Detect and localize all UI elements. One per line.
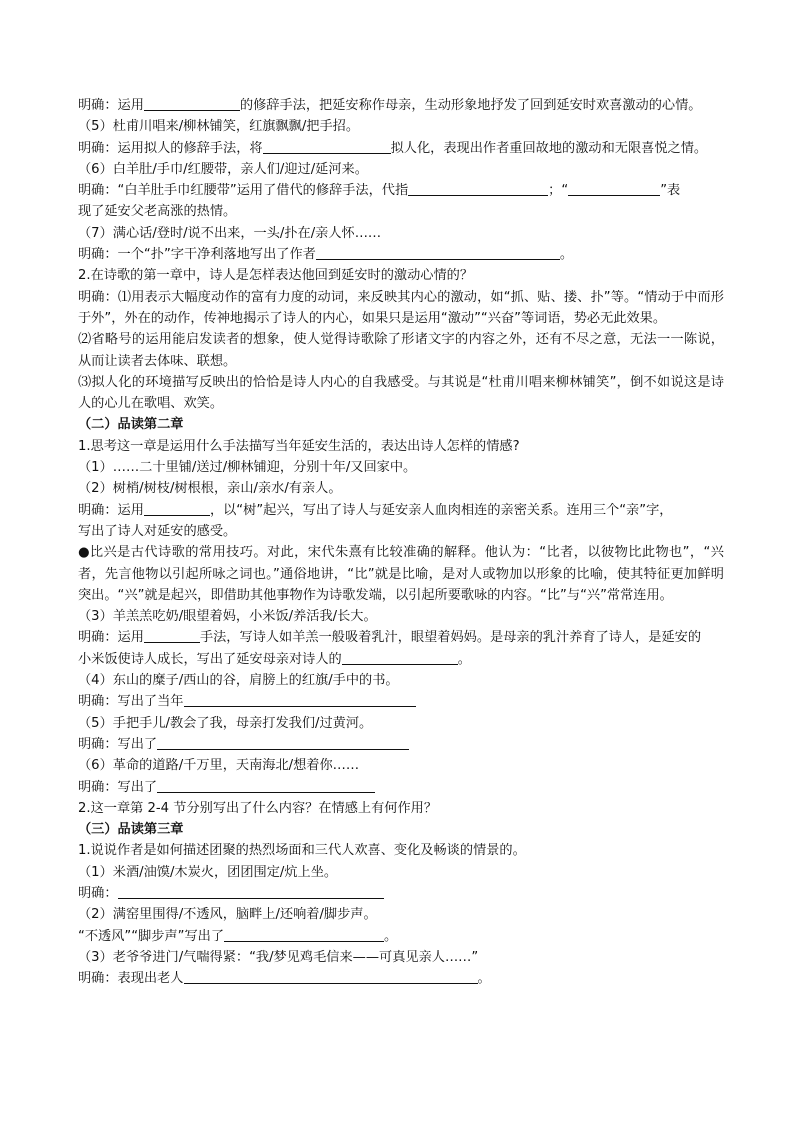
text-line: （6）白羊肚/手巾/红腰带，亲人们/迎过/延河来。 bbox=[78, 161, 368, 177]
text-line: 2.在诗歌的第一章中，诗人是怎样表达他回到延安时的激动心情的？ bbox=[78, 268, 474, 284]
text-line: （4）东山的糜子/西山的谷，肩膀上的红旗/手中的书。 bbox=[78, 673, 399, 689]
text-segment: “不透风”“脚步声”写出了 bbox=[78, 928, 225, 944]
section-heading: （三）品读第三章 bbox=[78, 822, 184, 838]
text-segment: 小米饭使诗人成长，写出了延安母亲对诗人的 bbox=[78, 651, 342, 667]
fill-in-blank bbox=[144, 501, 210, 516]
text-segment: 。 bbox=[457, 651, 471, 667]
text-segment: ”表 bbox=[660, 183, 681, 199]
text-segment: ；“ bbox=[548, 183, 569, 199]
text-segment: 。 bbox=[477, 971, 491, 987]
answer-line bbox=[78, 95, 724, 116]
text-line: 1.说说作者是如何描述团聚的热烈场面和三代人欢喜、变化及畅谈的情景的。 bbox=[78, 843, 526, 859]
answer-line bbox=[78, 244, 724, 265]
text-segment: 。 bbox=[559, 247, 574, 263]
text-segment: 。 bbox=[384, 928, 398, 944]
text-line: （1）米酒/油馍/木炭火，团团围定/炕上坐。 bbox=[78, 864, 338, 880]
fill-in-blank bbox=[157, 735, 409, 750]
answer-line bbox=[78, 968, 724, 989]
fill-in-blank bbox=[184, 692, 416, 707]
answer-line bbox=[78, 883, 724, 904]
text-segment: 手法，写诗人如羊羔一般吸着乳汁，眼望着妈妈。是母亲的乳汁养育了诗人，是延安的 bbox=[199, 630, 702, 646]
answer-line bbox=[78, 627, 724, 648]
answer-line bbox=[78, 180, 724, 201]
text-segment: 明确：运用拟人的修辞手法，将 bbox=[78, 140, 263, 156]
text-segment: 明确：表现出老人 bbox=[78, 971, 184, 987]
text-line: 现了延安父老高涨的热情。 bbox=[78, 204, 237, 220]
fill-in-blank bbox=[184, 969, 478, 984]
text-segment: 明确：“白羊肚手巾红腰带”运用了借代的修辞手法，代指 bbox=[78, 183, 409, 199]
text-segment: 明确：运用 bbox=[78, 630, 144, 646]
fill-in-blank bbox=[316, 245, 560, 260]
answer-paragraph: ⑶拟人化的环境描写反映出的恰恰是诗人内心的自我感受。与其说是“杜甫川唱来柳林铺笑”，倒不如说这是诗人的心儿在歌唱、欢笑。 bbox=[78, 374, 724, 412]
note-paragraph: ●比兴是古代诗歌的常用技巧。对此，宋代朱熹有比较准确的解释。他认为：“比者，以彼物比此物也”，“兴者，先言他物以引起所咏之词也。”通俗地讲，“比”就是比喻，是对人或物加以形象的比喻，使其特征更加鲜明突出。“兴”就是起兴，即借助其他事物作为诗歌发端，以引起所要歌咏的内容。“比”与“兴”常常连用。 bbox=[78, 545, 724, 603]
answer-line bbox=[78, 777, 724, 798]
fill-in-blank bbox=[342, 650, 458, 665]
text-line: （6）革命的道路/千万里，天南海北/想着你…… bbox=[78, 758, 360, 774]
fill-in-blank bbox=[224, 927, 384, 942]
text-line: （3）羊羔羔吃奶/眼望着妈，小米饭/养活我/长大。 bbox=[78, 609, 377, 625]
text-line: （5）手把手儿/教会了我，母亲打发我们/过黄河。 bbox=[78, 715, 373, 731]
document-page bbox=[78, 95, 724, 989]
answer-line bbox=[78, 734, 724, 755]
text-line: （2）满窑里围得/不透风，脑畔上/还响着/脚步声。 bbox=[78, 907, 377, 923]
answer-paragraph: 明确：⑴用表示大幅度动作的富有力度的动词，来反映其内心的激动，如“抓、贴、搂、扑”等。“情动于中而形于外”，外在的动作，传神地揭示了诗人的内心，如果只是运用“激动”“兴奋”等词语，势必无此效果。 bbox=[78, 289, 724, 326]
text-segment: 明确：写出了当年 bbox=[78, 694, 184, 710]
text-line: （5）杜甫川唱来/柳林铺笑，红旗飘飘/把手招。 bbox=[78, 119, 360, 135]
answer-paragraph: ⑵省略号的运用能启发读者的想象，使人觉得诗歌除了形诸文字的内容之外，还有不尽之意，无法一一陈说，从而让读者去体味、联想。 bbox=[78, 332, 724, 369]
text-line: （1）……二十里铺/送过/柳林铺迎，分别十年/又回家中。 bbox=[78, 460, 417, 476]
text-line: 2.这一章第 2-4 节分别写出了什么内容？在情感上有何作用？ bbox=[78, 800, 438, 816]
text-segment: 的修辞手法，把延安称作母亲，生动形象地抒发了回到延安时欢喜激动的心情。 bbox=[239, 98, 702, 113]
fill-in-blank bbox=[157, 778, 375, 793]
section-heading: （二）品读第二章 bbox=[78, 417, 184, 433]
fill-in-blank bbox=[408, 181, 548, 196]
answer-line bbox=[78, 926, 724, 947]
fill-in-blank bbox=[144, 96, 240, 111]
text-line: （3）老爷爷进门/气喘得紧：“我/梦见鸡毛信来——可真见亲人……” bbox=[78, 949, 479, 965]
answer-line bbox=[78, 500, 724, 521]
text-line: （7）满心话/登时/说不出来，一头/扑在/亲人怀…… bbox=[78, 225, 382, 241]
text-segment: 明确：运用 bbox=[78, 98, 144, 113]
answer-line bbox=[78, 138, 724, 159]
text-segment: 明确：写出了 bbox=[78, 779, 158, 795]
text-segment: 明确： bbox=[78, 885, 118, 901]
text-segment: 明确：运用 bbox=[78, 502, 144, 518]
text-segment: 拟人化，表现出作者重回故地的激动和无限喜悦之情。 bbox=[390, 140, 708, 156]
fill-in-blank bbox=[568, 181, 660, 196]
fill-in-blank bbox=[144, 628, 200, 643]
text-line: （2）树梢/树枝/树根根，亲山/亲水/有亲人。 bbox=[78, 481, 342, 497]
text-segment: 明确：一个“扑”字干净利落地写出了作者 bbox=[78, 247, 316, 263]
text-segment: 明确：写出了 bbox=[78, 736, 158, 752]
fill-in-blank bbox=[118, 884, 384, 899]
text-segment: ，以“树”起兴，写出了诗人与延安亲人血肉相连的亲密关系。连用三个“亲”字， bbox=[209, 502, 673, 518]
answer-line bbox=[78, 649, 724, 670]
fill-in-blank bbox=[263, 139, 391, 154]
text-line: 写出了诗人对延安的感受。 bbox=[78, 523, 237, 539]
answer-line bbox=[78, 691, 724, 712]
text-line: 1.思考这一章是运用什么手法描写当年延安生活的，表达出诗人怎样的情感? bbox=[78, 438, 520, 454]
